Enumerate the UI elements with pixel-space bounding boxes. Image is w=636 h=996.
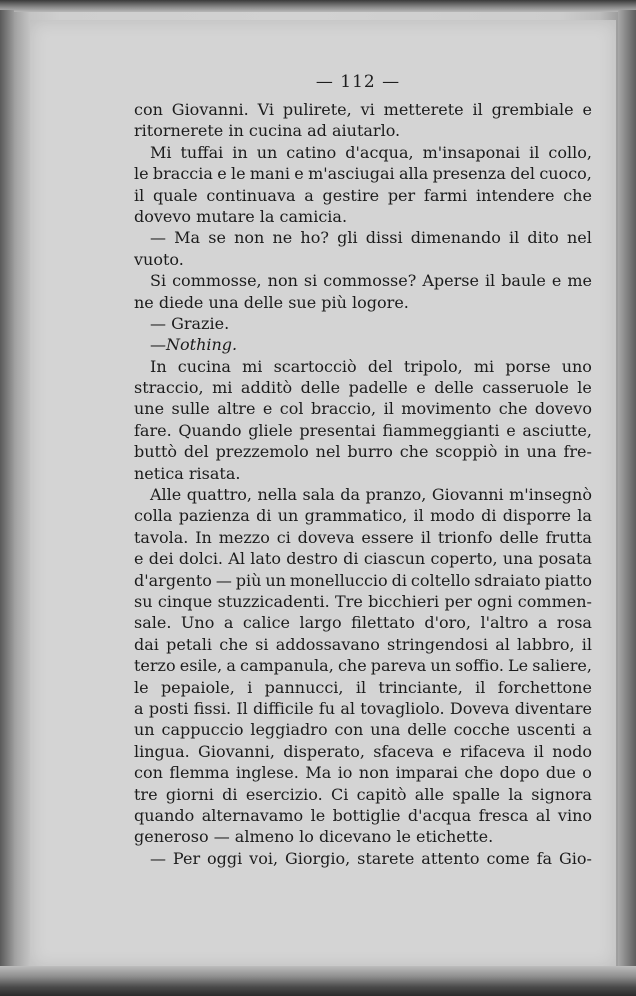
text-line: lingua. Giovanni, disperato, sfaceva e rifaceva il nodo (134, 741, 592, 761)
text-line: un cappuccio leggiadro con una delle cocche uscenti a (134, 720, 592, 740)
text-line: netica risata. (134, 463, 241, 483)
text-line: a posti fissi. Il difficile fu al tovagliolo. Doveva diventare (134, 698, 592, 718)
text-line: straccio, mi additò delle padelle e delle casseruole le (134, 378, 592, 398)
text-line: une sulle altre e col braccio, il movimento che dovevo (134, 399, 592, 419)
text-line: tavola. In mezzo ci doveva essere il trionfo delle frutta (134, 527, 592, 547)
text-line: le pepaiole, i pannucci, il trinciante, il forchettone (134, 677, 592, 697)
text-line: Si commosse, non si commosse? Aperse il baule e me (150, 271, 592, 291)
text-line: tre giorni di esercizio. Ci capitò alle spalle la signora (134, 784, 592, 804)
text-line: colla pazienza di un grammatico, il modo di disporre la (134, 506, 592, 526)
text-line: vuoto. (134, 249, 184, 269)
text-line: — Grazie. (150, 313, 230, 333)
text-line: ritornerete in cucina ad aiutarlo. (134, 121, 401, 141)
text-line: generoso — almeno lo dicevano le etichette. (134, 827, 494, 847)
text-line: — Per oggi voi, Giorgio, starete attento come fa Gio- (150, 848, 592, 868)
text-line: su cinque stuzzicadenti. Tre bicchieri per ogni commen- (134, 591, 592, 611)
page-body-text (134, 99, 592, 869)
text-line: fare. Quando gliele presentai fiammeggianti e asciutte, (134, 420, 592, 440)
book-top-edge (0, 0, 636, 12)
text-line: ne diede una delle sue più logore. (134, 292, 409, 312)
text-line: sale. Uno a calice largo filettato d'oro, l'altro a rosa (134, 613, 592, 633)
text-line: con flemma inglese. Ma io non imparai che dopo due o (134, 763, 592, 783)
text-line: In cucina mi scartocciò del tripolo, mi porse uno (150, 356, 592, 376)
text-line: buttò del prezzemolo nel burro che scoppiò in una fre- (134, 442, 592, 462)
text-line: terzo esile, a campanula, che pareva un soffio. Le saliere, (134, 656, 592, 676)
text-line: Mi tuffai in un catino d'acqua, m'insaponai il collo, (150, 142, 592, 162)
text-line: con Giovanni. Vi pulirete, vi metterete il grembiale e (134, 100, 592, 119)
text-line: dai petali che si addossavano stringendosi al labbro, il (134, 634, 592, 654)
text-line: le braccia e le mani e m'asciugai alla presenza del cuoco, (134, 164, 592, 184)
text-line: quando alternavamo le bottiglie d'acqua fresca al vino (134, 805, 592, 825)
text-line: — Nothing. (150, 335, 238, 355)
book-bottom-edge (0, 966, 636, 996)
page-edge-right (618, 10, 636, 970)
text-line: e dei dolci. Al lato destro di ciascun coperto, una posata (134, 549, 592, 569)
text-line: dovevo mutare la camicia. (134, 206, 348, 226)
text-line: il quale continuava a gestire per farmi intendere che (134, 185, 592, 205)
text-line: — Ma se non ne ho? gli dissi dimenando il dito nel (150, 228, 592, 248)
text-line: Alle quattro, nella sala da pranzo, Giovanni m'insegnò (150, 485, 592, 505)
text-line: d'argento — più un monelluccio di coltello sdraiato piatto (134, 570, 592, 590)
binding-shadow-left (0, 10, 14, 970)
page-number: — 112 — (315, 72, 401, 92)
